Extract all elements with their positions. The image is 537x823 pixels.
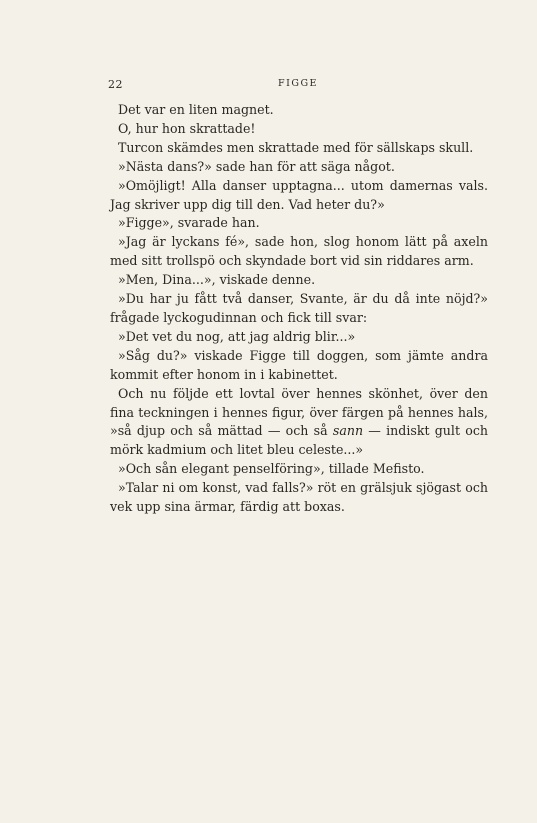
paragraph: »Såg du?» viskade Figge till doggen, som jämte andra kommit efter honom in i kabinettet. (110, 347, 488, 382)
paragraph: Turcon skämdes men skrattade med för sällskaps skull. (118, 139, 474, 155)
running-title: FIGGE (278, 78, 318, 89)
paragraph: »Och sån elegant penselföring», tillade Mefisto. (118, 461, 425, 477)
body-text (110, 101, 488, 517)
paragraph (110, 385, 488, 461)
paragraph: »Talar ni om konst, vad falls?» röt en grälsjuk sjögast och vek upp sina ärmar, färdig att boxas. (110, 480, 488, 515)
paragraph: »Figge», svarade han. (118, 215, 260, 231)
paragraph: »Nästa dans?» sade han för att säga något. (118, 158, 395, 174)
paragraph: »Omöjligt! Alla danser upptagna... utom damernas vals. Jag skriver upp dig till den. Vad heter du?» (110, 177, 488, 212)
paragraph: »Det vet du nog, att jag aldrig blir...» (118, 328, 356, 344)
paragraph-text: — indiskt gult och mörk kadmium och litet bleu celeste...» (110, 423, 488, 458)
page-number: 22 (108, 78, 123, 91)
paragraph: O, hur hon skrattade! (118, 120, 256, 136)
paragraph: »Men, Dina...», viskade denne. (118, 272, 316, 288)
paragraph: Det var en liten magnet. (118, 102, 274, 117)
running-head (108, 78, 488, 94)
paragraph: »Jag är lyckans fé», sade hon, slog honom lätt på axeln med sitt trollspö och skyndade bort vid sin riddares arm. (110, 234, 488, 269)
italic-word: sann (332, 423, 364, 439)
paragraph-text: Och nu följde ett lovtal över hennes skönhet, över den fina teckningen i hennes figur, över färgen på hennes hals, »så djup och så mättad — och så (110, 385, 488, 439)
paragraph: »Du har ju fått två danser, Svante, är du då inte nöjd?» frågade lyckogudinnan och fick till svar: (110, 291, 488, 325)
